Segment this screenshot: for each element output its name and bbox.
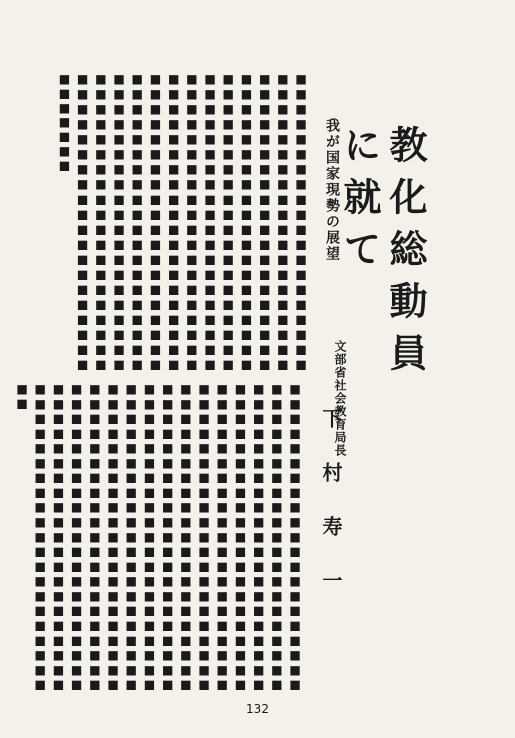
article-title: 教化総動員に就て	[337, 125, 428, 385]
author-name: 下村寿一	[319, 408, 343, 624]
section-heading: 我が国家現勢の展望	[324, 118, 340, 262]
body-text-lower: ■■■■■■■■■■■■■■■■■■■■■■■■■■■■■■■■■■■■■■■■■■■■■■■■■■■■■■■■■■■■■■■■■■■■■■■■■■■■■■■■■■■■■■■■■■■■■■■■■■■■■■■■■■■■■■■■■■■■■■■■■■■■■■■■■■■■■■■■■■■■■■■■■■■■■■■■■■■■■■■■■■■■■■■■■■■■■■■■■■■■■■■■■■■■■■■■■■■■■■■■■■■■■■■■■■■■■■■■■■■■■■■■■■■■■■■■■■■■■■■■■■■■■■■■■■■■■■■■■■■■■■■■■■■■■■■■■■■■■■■■■■■■■■■■■■■■■■■■■■■■■■■■■■■■■■■■■■■■■	[14, 382, 302, 692]
author-affiliation: 文部省社会教育局長	[333, 340, 347, 457]
body-text-upper: ■■■■■■■■■■■■■■■■■■■■■■■■■■■■■■■■■■■■■■■■■■■■■■■■■■■■■■■■■■■■■■■■■■■■■■■■■■■■■■■■■■■■■■■■■■■■■■■■■■■■■■■■■■■■■■■■■■■■■■■■■■■■■■■■■■■■■■■■■■■■■■■■■■■■■■■■■■■■■■■■■■■■■■■■■■■■■■■■■■■■■■■■■■■■■■■■■■■■■■■■■■■■■■■■■■■■■■■■■■■■■■■■■■■■■■■■■■■■■■■■■■■■■■■■■■■■■■■■■■■■■■■■■■■	[57, 72, 308, 372]
page-number: 132	[246, 702, 269, 716]
